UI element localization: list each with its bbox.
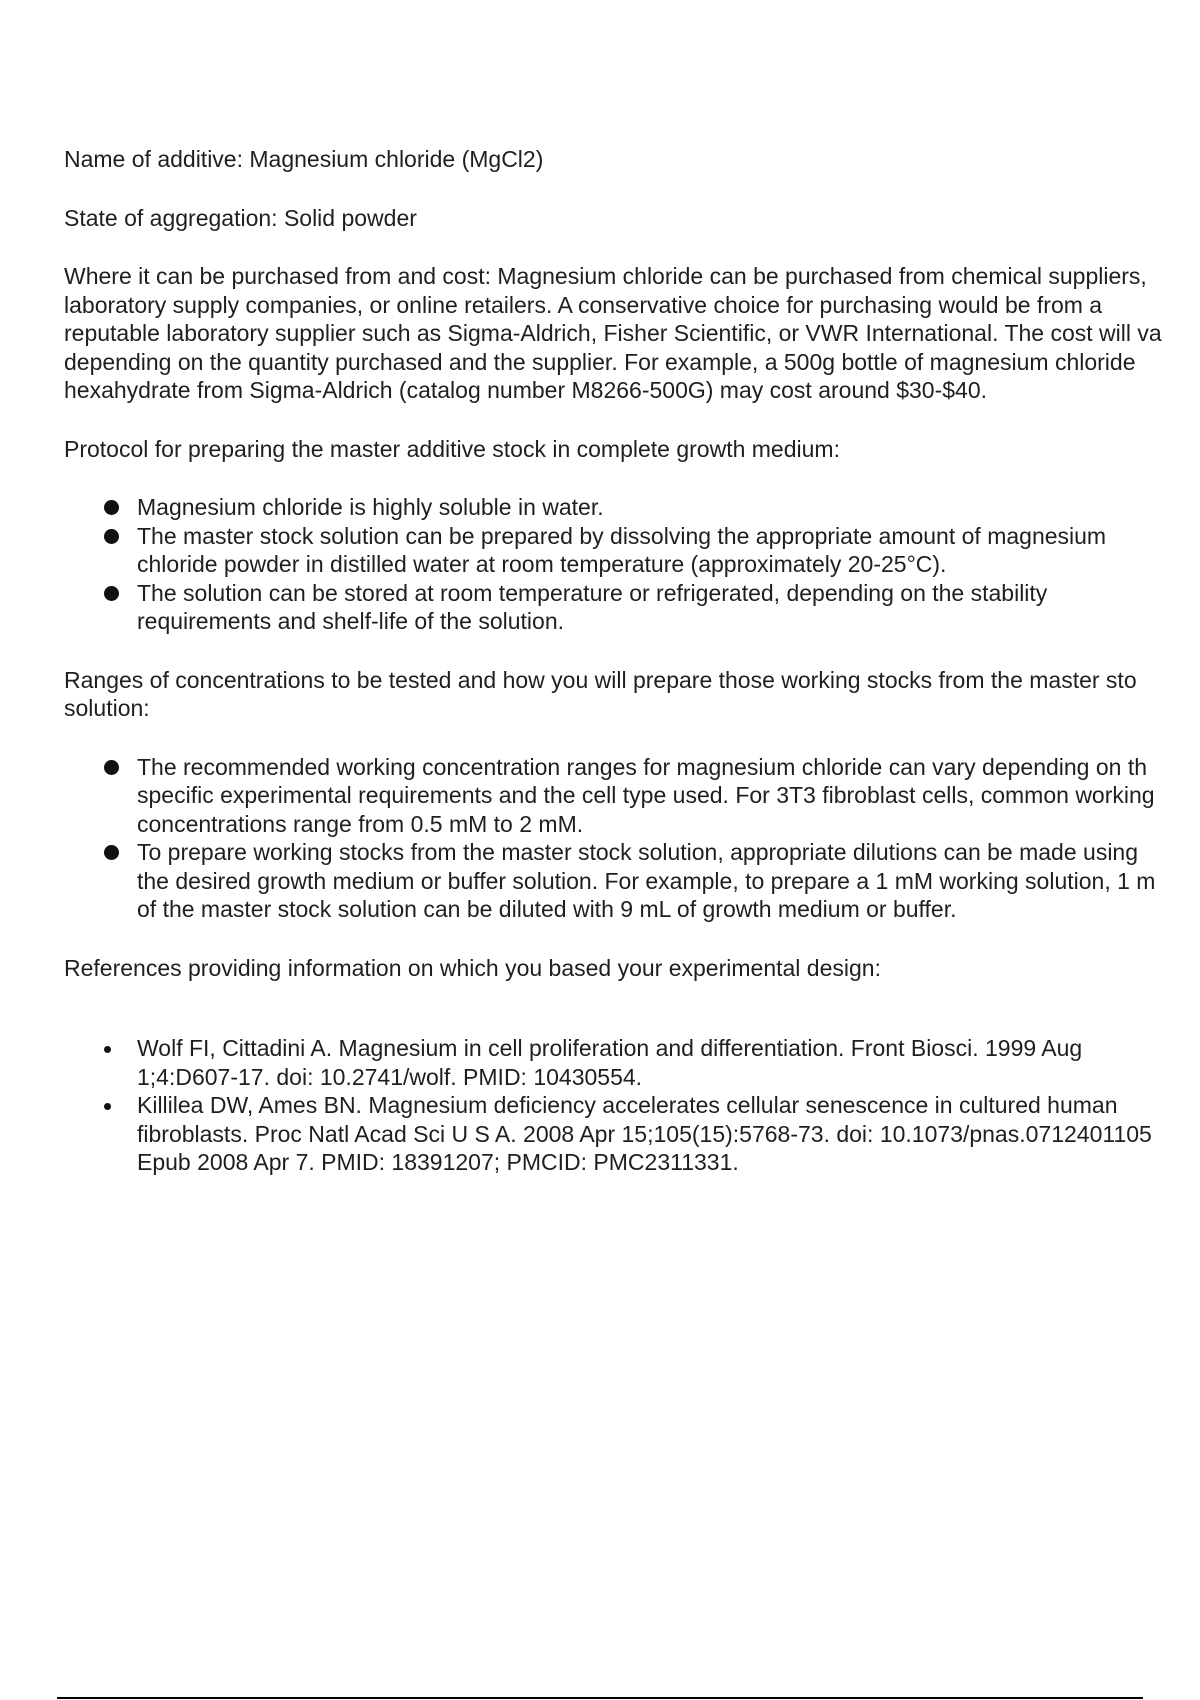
bullet-icon [104,586,119,601]
document-page [64,145,1200,1207]
state-of-aggregation-line: State of aggregation: Solid powder [64,204,417,231]
page-bottom-rule [57,1697,1143,1699]
list-item: To prepare working stocks from the master stock solution, appropriate dilutions can be made using the desired growth medium or buffer solution. For example, to prepare a 1 mM working solution, 1 m of the master stock solution can be diluted with 9 mL of growth medium or buffer. [64,838,1200,924]
purchase-line: hexahydrate from Sigma-Aldrich (catalog number M8266-500G) may cost around $30-$40. [64,377,988,403]
reference-item: Killilea DW, Ames BN. Magnesium deficiency accelerates cellular senescence in cultured human fibroblasts. Proc Natl Acad Sci U S A. 2008 Apr 15;105(15):5768-73. doi: 10.1073/pnas.0712401105 Epub 2008 Apr 7. PMID: 18391207; PMCID: PMC2311331. [64,1091,1200,1177]
reference-item: Wolf FI, Cittadini A. Magnesium in cell proliferation and differentiation. Front Biosci. 1999 Aug 1;4:D607-17. doi: 10.2741/wolf. PMID: 10430554. [64,1034,1200,1091]
bullet-icon [104,500,119,515]
spacer [64,982,1200,1034]
bullet-icon [104,1046,111,1053]
list-item: The solution can be stored at room temperature or refrigerated, depending on the stability requirements and shelf-life of the solution. [64,579,1200,636]
references-heading: References providing information on which you based your experimental design: [64,954,881,981]
list-item: The master stock solution can be prepared by dissolving the appropriate amount of magnesium chloride powder in distilled water at room temperature (approximately 20-25°C). [64,522,1200,579]
purchase-line: laboratory supply companies, or online retailers. A conservative choice for purchasing would be from a [64,291,1103,318]
ranges-list [64,753,1200,924]
additive-name-line: Name of additive: Magnesium chloride (MgCl2) [64,146,544,172]
ranges-heading: Ranges of concentrations to be tested and how you will prepare those working stocks from the master sto solution: [64,666,1137,721]
purchase-line: Where it can be purchased from and cost: Magnesium chloride can be purchased from chemical suppliers, [64,263,1147,289]
list-item: Magnesium chloride is highly soluble in water. [64,493,1200,522]
references-list [64,1034,1200,1177]
bullet-icon [104,529,119,544]
purchase-line: reputable laboratory supplier such as Sigma-Aldrich, Fisher Scientific, or VWR International. The cost will va [64,320,1162,346]
list-item: The recommended working concentration ranges for magnesium chloride can vary depending on th specific experimental requirements and the cell type used. For 3T3 fibroblast cells, common working concentrations range from 0.5 mM to 2 mM. [64,753,1200,839]
bullet-icon [104,1103,111,1110]
protocol-heading: Protocol for preparing the master additive stock in complete growth medium: [64,435,840,462]
bullet-icon [104,845,119,860]
bullet-icon [104,760,119,775]
purchase-paragraph [64,262,1200,405]
protocol-list [64,493,1200,636]
purchase-line: depending on the quantity purchased and the supplier. For example, a 500g bottle of magnesium chloride [64,348,1136,375]
